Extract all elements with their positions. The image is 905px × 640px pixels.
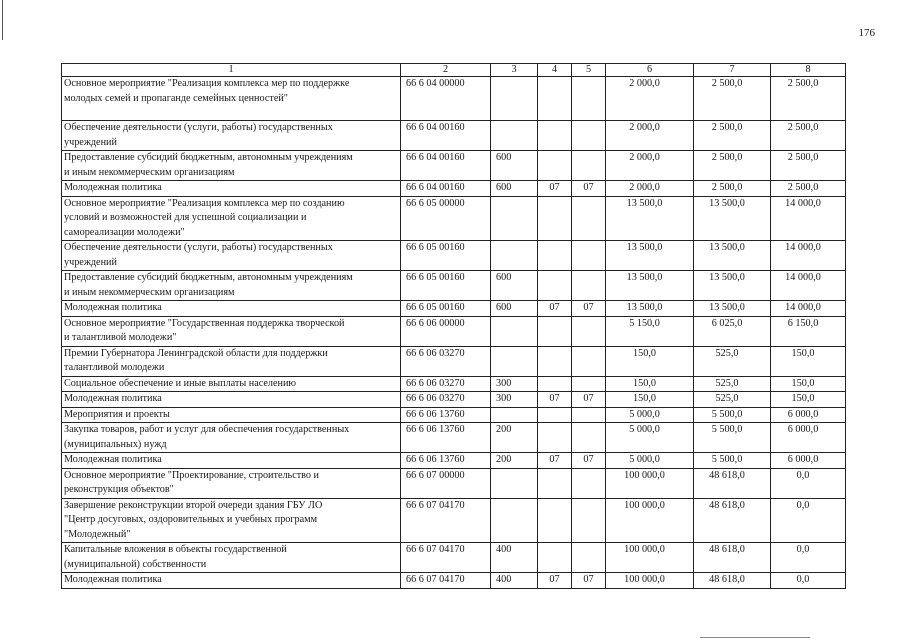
cell-v8: 0,0 <box>771 543 846 573</box>
cell-v7: 48 618,0 <box>694 498 771 543</box>
header-cell: 6 <box>606 64 694 77</box>
cell-name: Предоставление субсидий бюджетным, автономным учреждениям и иным некоммерческим организациям <box>62 151 401 181</box>
cell-code: 66 6 06 00000 <box>401 316 491 346</box>
cell-rz <box>538 271 572 301</box>
cell-pr: 07 <box>572 453 606 469</box>
cell-v6: 5 150,0 <box>606 316 694 346</box>
cell-pr: 07 <box>572 301 606 317</box>
cell-name: Основное мероприятие "Государственная поддержка творческой и талантливой молодежи" <box>62 316 401 346</box>
cell-pr <box>572 423 606 453</box>
cell-v6: 13 500,0 <box>606 241 694 271</box>
cell-vr <box>491 498 538 543</box>
cell-v8: 2 500,0 <box>771 77 846 121</box>
cell-code: 66 6 06 13760 <box>401 453 491 469</box>
cell-rz: 07 <box>538 392 572 408</box>
cell-vr: 300 <box>491 376 538 392</box>
cell-v8: 150,0 <box>771 392 846 408</box>
cell-vr <box>491 196 538 241</box>
cell-v7: 13 500,0 <box>694 241 771 271</box>
cell-v7: 2 500,0 <box>694 151 771 181</box>
cell-v7: 525,0 <box>694 376 771 392</box>
table-row <box>62 301 846 317</box>
cell-code: 66 6 07 04170 <box>401 498 491 543</box>
cell-pr <box>572 121 606 151</box>
header-cell: 4 <box>538 64 572 77</box>
cell-pr <box>572 498 606 543</box>
cell-vr <box>491 407 538 423</box>
cell-v7: 2 500,0 <box>694 121 771 151</box>
cell-v6: 5 000,0 <box>606 423 694 453</box>
cell-v6: 100 000,0 <box>606 543 694 573</box>
cell-code: 66 6 04 00160 <box>401 151 491 181</box>
table-row <box>62 453 846 469</box>
cell-code: 66 6 07 00000 <box>401 468 491 498</box>
cell-vr <box>491 77 538 121</box>
cell-v8: 6 000,0 <box>771 423 846 453</box>
table-row <box>62 407 846 423</box>
cell-v6: 5 000,0 <box>606 453 694 469</box>
cell-vr <box>491 316 538 346</box>
cell-rz <box>538 241 572 271</box>
cell-v8: 6 150,0 <box>771 316 846 346</box>
cell-pr: 07 <box>572 392 606 408</box>
table-row <box>62 468 846 498</box>
cell-pr <box>572 468 606 498</box>
cell-v8: 2 500,0 <box>771 121 846 151</box>
cell-v7: 5 500,0 <box>694 407 771 423</box>
cell-v8: 2 500,0 <box>771 151 846 181</box>
cell-name: Социальное обеспечение и иные выплаты населению <box>62 376 401 392</box>
cell-name: Закупка товаров, работ и услуг для обеспечения государственных (муниципальных) нужд <box>62 423 401 453</box>
table-row <box>62 573 846 589</box>
page-number: 176 <box>858 27 875 39</box>
table-row <box>62 181 846 197</box>
table-row <box>62 376 846 392</box>
cell-name: Основное мероприятие "Реализация комплекса мер по поддержке молодых семей и пропаганде семейных ценностей" <box>62 77 401 121</box>
cell-rz <box>538 121 572 151</box>
cell-pr <box>572 346 606 376</box>
cell-name: Молодежная политика <box>62 301 401 317</box>
cell-v6: 2 000,0 <box>606 77 694 121</box>
cell-pr <box>572 407 606 423</box>
cell-v6: 2 000,0 <box>606 121 694 151</box>
cell-name: Молодежная политика <box>62 453 401 469</box>
cell-name: Мероприятия и проекты <box>62 407 401 423</box>
cell-rz: 07 <box>538 181 572 197</box>
cell-rz <box>538 423 572 453</box>
table-row <box>62 196 846 241</box>
cell-rz <box>538 346 572 376</box>
budget-table <box>61 63 846 589</box>
cell-code: 66 6 05 00160 <box>401 301 491 317</box>
cell-v7: 6 025,0 <box>694 316 771 346</box>
header-cell: 1 <box>62 64 401 77</box>
cell-v7: 5 500,0 <box>694 423 771 453</box>
cell-code: 66 6 04 00000 <box>401 77 491 121</box>
cell-vr <box>491 346 538 376</box>
cell-v6: 150,0 <box>606 392 694 408</box>
cell-v8: 14 000,0 <box>771 271 846 301</box>
cell-v7: 48 618,0 <box>694 543 771 573</box>
cell-pr <box>572 241 606 271</box>
cell-v6: 150,0 <box>606 376 694 392</box>
cell-v7: 13 500,0 <box>694 301 771 317</box>
cell-vr: 200 <box>491 423 538 453</box>
header-cell: 8 <box>771 64 846 77</box>
cell-v6: 150,0 <box>606 346 694 376</box>
cell-vr: 400 <box>491 573 538 589</box>
table-row <box>62 543 846 573</box>
cell-name: Основное мероприятие "Проектирование, строительство и реконструкция объектов" <box>62 468 401 498</box>
cell-name: Обеспечение деятельности (услуги, работы) государственных учреждений <box>62 241 401 271</box>
table-row <box>62 316 846 346</box>
scan-edge-mark <box>2 0 3 40</box>
cell-code: 66 6 07 04170 <box>401 573 491 589</box>
cell-name: Премии Губернатора Ленинградской области для поддержки талантливой молодежи <box>62 346 401 376</box>
cell-name: Молодежная политика <box>62 392 401 408</box>
cell-rz: 07 <box>538 301 572 317</box>
cell-name: Основное мероприятие "Реализация комплекса мер по созданию условий и возможностей для успешной социализации и самореализации молодежи" <box>62 196 401 241</box>
cell-vr: 300 <box>491 392 538 408</box>
cell-name: Капитальные вложения в объекты государственной (муниципальной) собственности <box>62 543 401 573</box>
cell-v7: 48 618,0 <box>694 573 771 589</box>
cell-v6: 100 000,0 <box>606 468 694 498</box>
cell-v7: 13 500,0 <box>694 196 771 241</box>
cell-code: 66 6 05 00000 <box>401 196 491 241</box>
header-row <box>62 64 846 77</box>
cell-rz <box>538 196 572 241</box>
cell-code: 66 6 06 13760 <box>401 407 491 423</box>
scan-artifact-line <box>700 637 810 638</box>
cell-pr <box>572 196 606 241</box>
cell-vr <box>491 121 538 151</box>
header-cell: 2 <box>401 64 491 77</box>
cell-pr <box>572 77 606 121</box>
cell-pr: 07 <box>572 181 606 197</box>
cell-rz <box>538 151 572 181</box>
table-row <box>62 241 846 271</box>
cell-rz <box>538 407 572 423</box>
cell-code: 66 6 06 03270 <box>401 392 491 408</box>
cell-v7: 13 500,0 <box>694 271 771 301</box>
cell-pr <box>572 376 606 392</box>
cell-v7: 2 500,0 <box>694 77 771 121</box>
cell-v8: 6 000,0 <box>771 407 846 423</box>
cell-code: 66 6 06 03270 <box>401 376 491 392</box>
header-cell: 3 <box>491 64 538 77</box>
table-row <box>62 121 846 151</box>
header-cell: 7 <box>694 64 771 77</box>
cell-code: 66 6 07 04170 <box>401 543 491 573</box>
cell-name: Обеспечение деятельности (услуги, работы) государственных учреждений <box>62 121 401 151</box>
cell-v6: 2 000,0 <box>606 181 694 197</box>
cell-code: 66 6 05 00160 <box>401 241 491 271</box>
cell-v6: 13 500,0 <box>606 271 694 301</box>
cell-v7: 48 618,0 <box>694 468 771 498</box>
cell-v8: 14 000,0 <box>771 196 846 241</box>
cell-rz <box>538 543 572 573</box>
cell-v8: 14 000,0 <box>771 241 846 271</box>
cell-rz <box>538 77 572 121</box>
cell-vr: 600 <box>491 301 538 317</box>
cell-code: 66 6 05 00160 <box>401 271 491 301</box>
cell-vr: 600 <box>491 151 538 181</box>
header-cell: 5 <box>572 64 606 77</box>
table-row <box>62 392 846 408</box>
cell-name: Завершение реконструкции второй очереди здания ГБУ ЛО "Центр досуговых, оздоровительных и учебных программ "Молодежный" <box>62 498 401 543</box>
cell-code: 66 6 06 13760 <box>401 423 491 453</box>
cell-v6: 13 500,0 <box>606 301 694 317</box>
cell-v8: 150,0 <box>771 346 846 376</box>
cell-v6: 13 500,0 <box>606 196 694 241</box>
cell-v7: 525,0 <box>694 346 771 376</box>
cell-pr <box>572 271 606 301</box>
cell-v8: 6 000,0 <box>771 453 846 469</box>
cell-v8: 0,0 <box>771 498 846 543</box>
cell-v6: 100 000,0 <box>606 498 694 543</box>
cell-rz: 07 <box>538 573 572 589</box>
table-row <box>62 423 846 453</box>
cell-pr <box>572 316 606 346</box>
cell-pr: 07 <box>572 573 606 589</box>
cell-v8: 0,0 <box>771 573 846 589</box>
cell-vr: 200 <box>491 453 538 469</box>
cell-v7: 2 500,0 <box>694 181 771 197</box>
cell-name: Предоставление субсидий бюджетным, автономным учреждениям и иным некоммерческим организациям <box>62 271 401 301</box>
cell-rz <box>538 468 572 498</box>
cell-v6: 100 000,0 <box>606 573 694 589</box>
cell-pr <box>572 543 606 573</box>
table-row <box>62 151 846 181</box>
cell-vr <box>491 241 538 271</box>
table-row <box>62 271 846 301</box>
cell-vr: 400 <box>491 543 538 573</box>
cell-name: Молодежная политика <box>62 573 401 589</box>
cell-v6: 2 000,0 <box>606 151 694 181</box>
cell-code: 66 6 04 00160 <box>401 121 491 151</box>
cell-code: 66 6 04 00160 <box>401 181 491 197</box>
cell-rz <box>538 498 572 543</box>
cell-rz <box>538 316 572 346</box>
cell-v8: 0,0 <box>771 468 846 498</box>
cell-v7: 525,0 <box>694 392 771 408</box>
cell-rz <box>538 376 572 392</box>
table-row <box>62 498 846 543</box>
cell-v8: 2 500,0 <box>771 181 846 197</box>
cell-vr <box>491 468 538 498</box>
cell-v6: 5 000,0 <box>606 407 694 423</box>
cell-v8: 14 000,0 <box>771 301 846 317</box>
table-row <box>62 346 846 376</box>
cell-v7: 5 500,0 <box>694 453 771 469</box>
cell-rz: 07 <box>538 453 572 469</box>
cell-name: Молодежная политика <box>62 181 401 197</box>
cell-pr <box>572 151 606 181</box>
cell-vr: 600 <box>491 181 538 197</box>
cell-v8: 150,0 <box>771 376 846 392</box>
table-row <box>62 77 846 121</box>
cell-vr: 600 <box>491 271 538 301</box>
cell-code: 66 6 06 03270 <box>401 346 491 376</box>
